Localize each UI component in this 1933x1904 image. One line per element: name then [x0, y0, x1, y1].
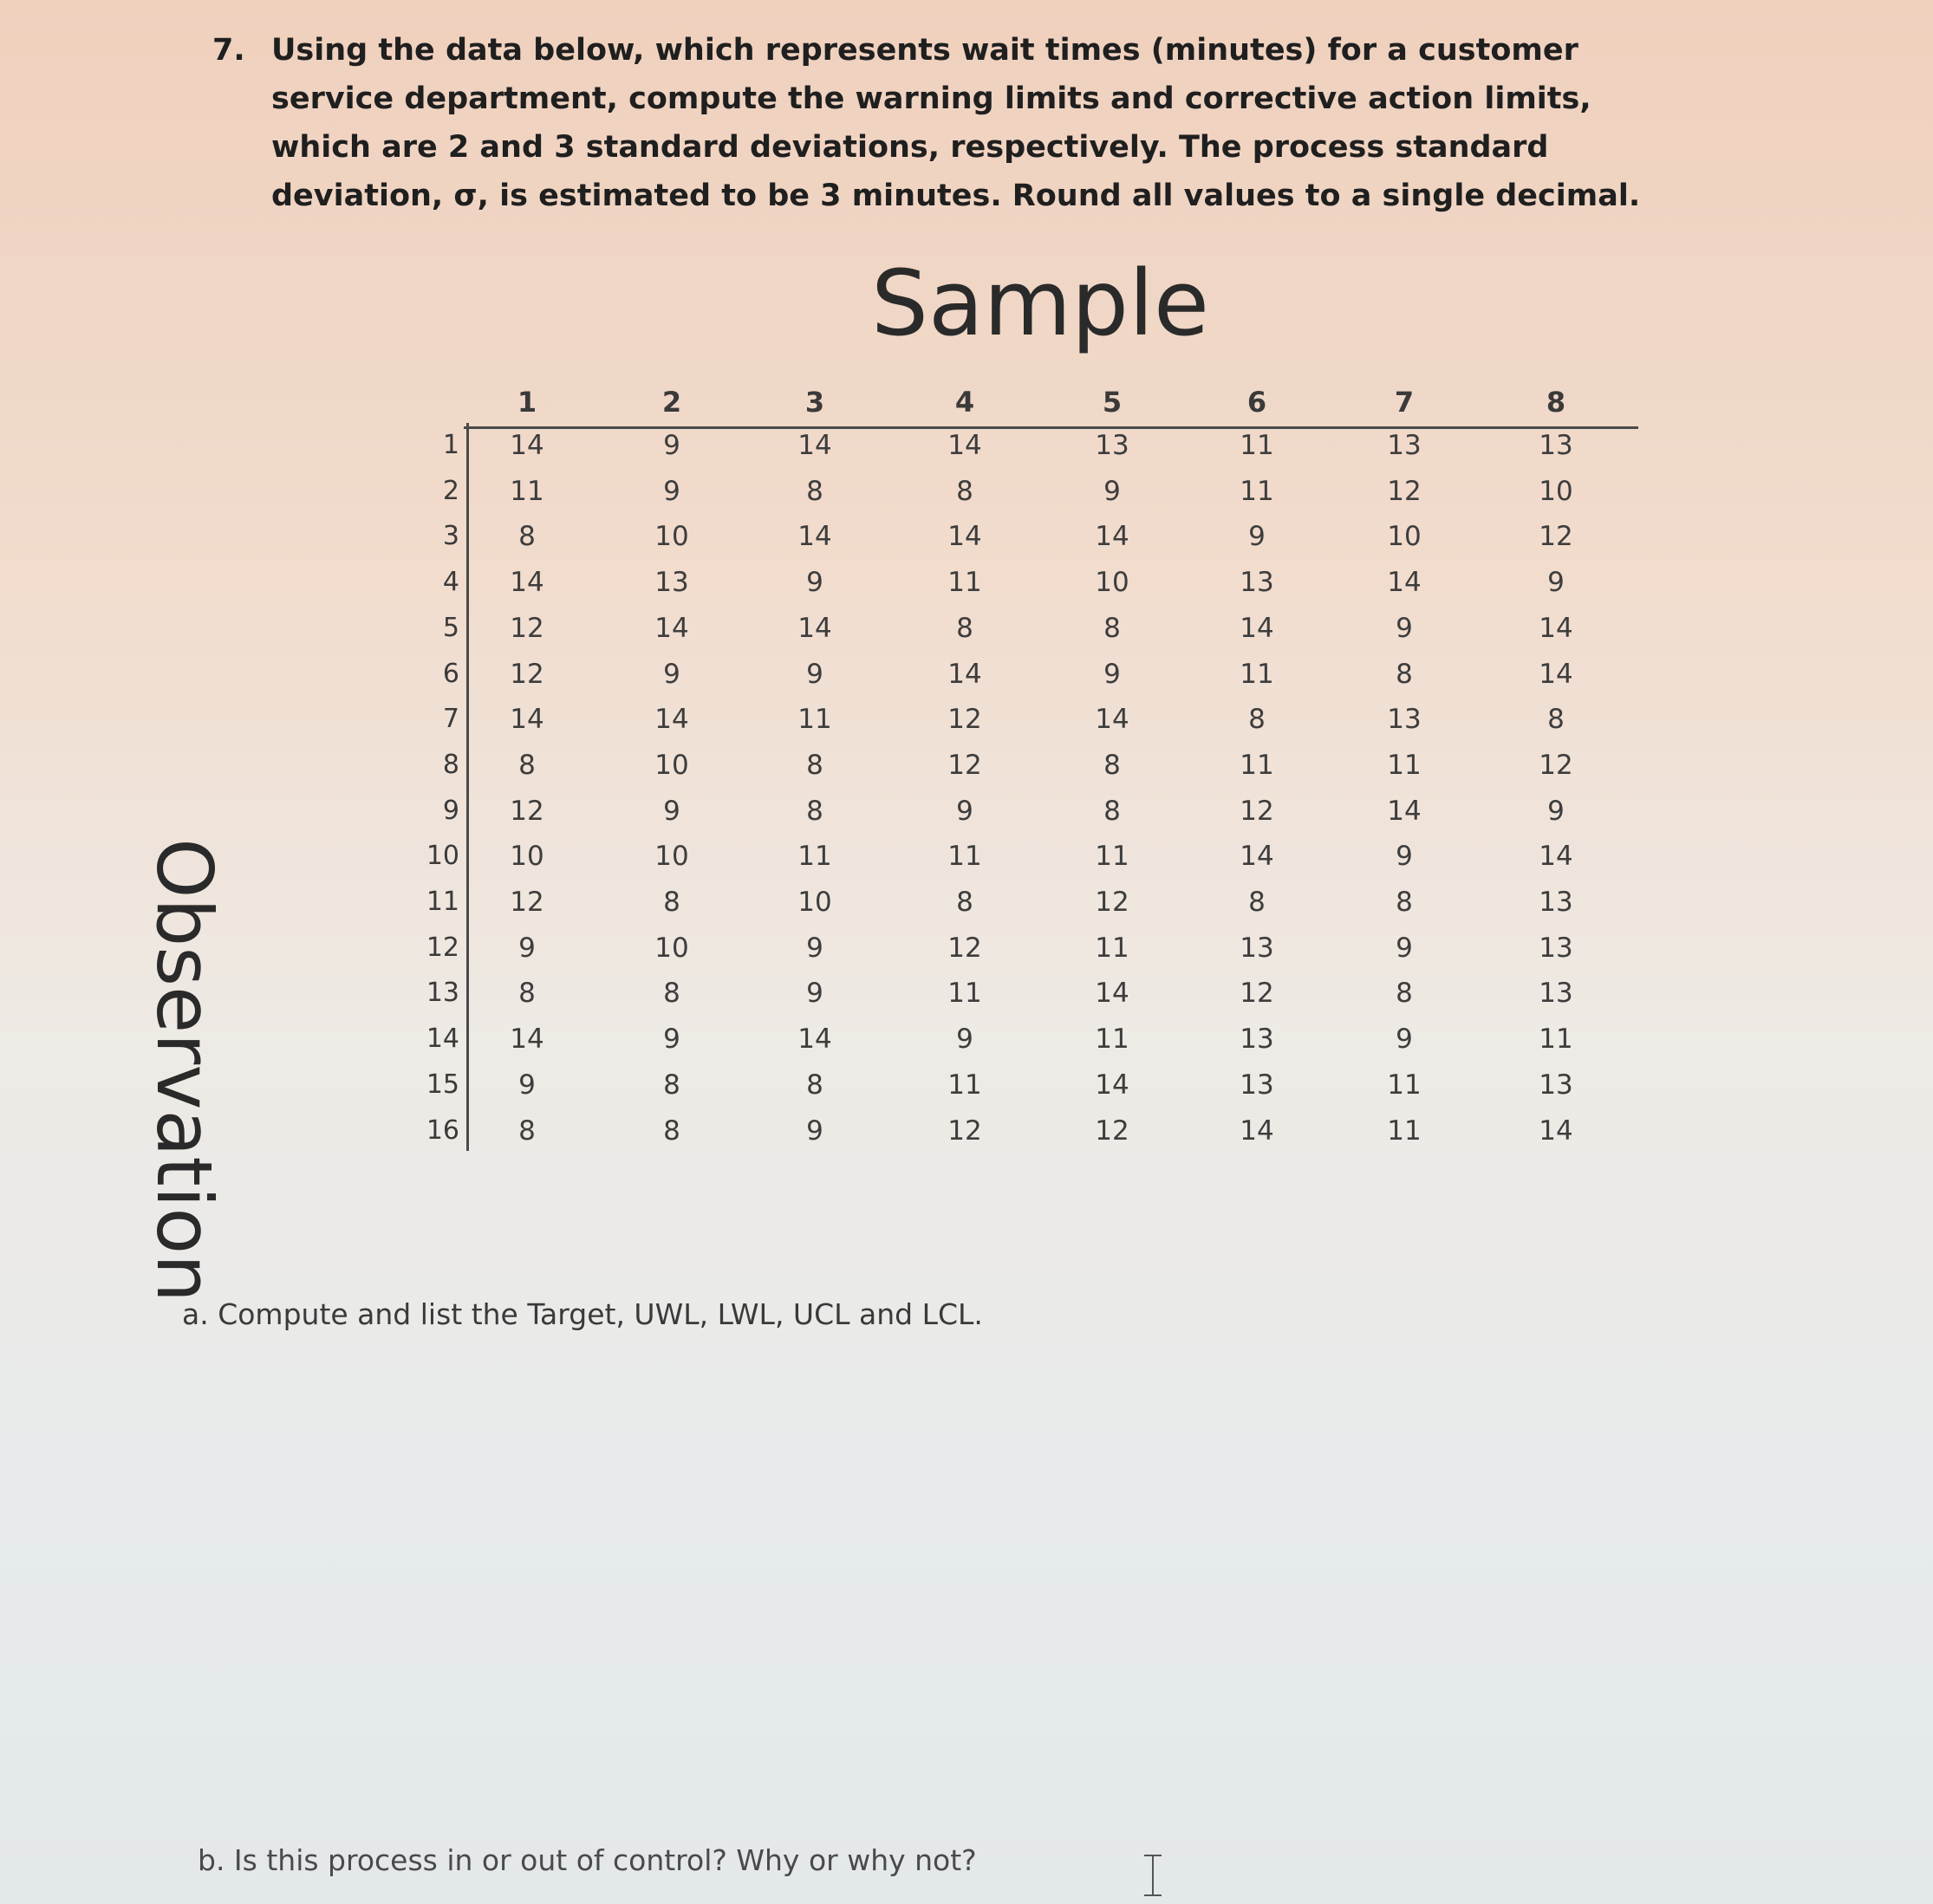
table-cell: 14 — [1240, 841, 1274, 873]
observation-number-8: 8 — [442, 749, 459, 780]
table-cell: 14 — [1387, 567, 1422, 599]
table-cell: 9 — [1396, 612, 1413, 644]
table-cell: 14 — [654, 704, 689, 736]
table-cell: 11 — [1240, 749, 1274, 781]
table-cell: 9 — [956, 795, 973, 827]
table-cell: 8 — [1396, 887, 1413, 918]
observation-number-4: 4 — [442, 567, 459, 598]
table-cell: 12 — [947, 932, 982, 964]
observation-number-13: 13 — [426, 978, 459, 1009]
table-cell: 14 — [1539, 612, 1573, 644]
table-cell: 12 — [1095, 887, 1129, 918]
table-cell: 14 — [1539, 1114, 1573, 1147]
table-cell: 14 — [1095, 978, 1129, 1010]
sample-header-5: 5 — [1102, 386, 1123, 419]
observation-number-11: 11 — [426, 887, 459, 917]
table-cell: 9 — [806, 567, 823, 599]
table-cell: 13 — [1240, 932, 1274, 964]
table-cell: 10 — [1539, 475, 1573, 507]
observation-number-7: 7 — [442, 704, 459, 735]
table-cell: 14 — [1095, 1069, 1129, 1101]
table-cell: 12 — [947, 704, 982, 736]
table-cell: 8 — [956, 887, 973, 918]
table-cell: 11 — [1387, 749, 1422, 781]
table-cell: 9 — [806, 658, 823, 690]
table-cell: 11 — [1539, 1023, 1573, 1056]
observation-number-16: 16 — [426, 1114, 459, 1146]
table-cell: 10 — [654, 521, 689, 553]
table-cell: 9 — [1396, 841, 1413, 873]
sample-header-1: 1 — [517, 386, 537, 419]
sample-header-8: 8 — [1546, 386, 1566, 419]
table-cell: 12 — [1387, 475, 1422, 507]
table-cell: 13 — [1539, 932, 1573, 964]
table-cell: 9 — [956, 1023, 973, 1056]
observation-number-6: 6 — [442, 658, 459, 689]
table-cell: 10 — [797, 887, 832, 918]
table-cell: 14 — [797, 1023, 832, 1056]
table-cell: 10 — [654, 932, 689, 964]
table-cell: 9 — [1103, 475, 1121, 507]
observation-number-15: 15 — [426, 1069, 459, 1100]
table-cell: 8 — [1103, 795, 1121, 827]
table-cell: 12 — [947, 1114, 982, 1147]
table-cell: 8 — [518, 749, 536, 781]
table-cell: 9 — [663, 430, 680, 461]
table-cell: 13 — [1539, 887, 1573, 918]
table-cell: 10 — [654, 841, 689, 873]
table-cell: 11 — [1240, 475, 1274, 507]
table-cell: 13 — [1240, 1069, 1274, 1101]
table-cell: 14 — [510, 430, 544, 461]
text-cursor-icon — [1142, 1853, 1163, 1898]
table-cell: 8 — [806, 1069, 823, 1101]
table-cell: 13 — [1095, 430, 1129, 461]
table-cell: 8 — [663, 887, 680, 918]
table-cell: 11 — [1095, 841, 1129, 873]
table-cell: 11 — [1387, 1069, 1422, 1101]
table-cell: 8 — [806, 475, 823, 507]
table-cell: 12 — [1539, 521, 1573, 553]
observation-number-3: 3 — [442, 521, 459, 552]
table-cell: 11 — [947, 841, 982, 873]
sample-header-2: 2 — [661, 386, 682, 419]
table-cell: 12 — [510, 887, 544, 918]
table-cell: 8 — [1547, 704, 1565, 736]
sample-header-row — [464, 381, 1638, 429]
part-a-prompt: a. Compute and list the Target, UWL, LWL, UCL and LCL. — [182, 1297, 983, 1331]
table-cell: 11 — [1095, 932, 1129, 964]
table-cell: 13 — [1539, 1069, 1573, 1101]
table-cell: 8 — [663, 1069, 680, 1101]
table-cell: 9 — [806, 1114, 823, 1147]
table-cell: 13 — [1240, 1023, 1274, 1056]
table-cell: 8 — [518, 1114, 536, 1147]
observation-number-1: 1 — [442, 430, 459, 460]
sample-header-4: 4 — [954, 386, 975, 419]
table-cell: 8 — [1103, 612, 1121, 644]
table-cell: 12 — [1539, 749, 1573, 781]
table-cell: 13 — [1387, 430, 1422, 461]
table-cell: 14 — [1095, 704, 1129, 736]
table-cell: 11 — [797, 704, 832, 736]
table-cell: 13 — [1240, 567, 1274, 599]
table-cell: 9 — [1396, 1023, 1413, 1056]
table-cell: 8 — [1248, 704, 1266, 736]
table-cell: 14 — [947, 521, 982, 553]
table-cell: 14 — [510, 704, 544, 736]
table-cell: 14 — [1539, 658, 1573, 690]
table-cell: 9 — [663, 658, 680, 690]
table-cell: 13 — [654, 567, 689, 599]
table-cell: 8 — [518, 978, 536, 1010]
sample-header-6: 6 — [1246, 386, 1267, 419]
table-cell: 9 — [518, 1069, 536, 1101]
table-cell: 12 — [1095, 1114, 1129, 1147]
table-cell: 14 — [1539, 841, 1573, 873]
table-cell: 13 — [1539, 430, 1573, 461]
table-cell: 12 — [1240, 978, 1274, 1010]
table-cell: 10 — [510, 841, 544, 873]
table-cell: 9 — [663, 795, 680, 827]
table-cell: 8 — [663, 978, 680, 1010]
table-cell: 11 — [947, 1069, 982, 1101]
question-number: 7. — [212, 33, 245, 68]
table-cell: 8 — [518, 521, 536, 553]
table-cell: 12 — [1240, 795, 1274, 827]
observation-number-12: 12 — [426, 932, 459, 963]
table-cell: 12 — [510, 795, 544, 827]
table-cell: 9 — [1248, 521, 1266, 553]
table-cell: 11 — [510, 475, 544, 507]
table-cell: 11 — [1240, 430, 1274, 461]
table-cell: 12 — [510, 612, 544, 644]
table-cell: 11 — [1095, 1023, 1129, 1056]
observation-number-14: 14 — [426, 1023, 459, 1055]
table-cell: 14 — [947, 658, 982, 690]
table-cell: 10 — [1095, 567, 1129, 599]
table-cell: 8 — [956, 612, 973, 644]
table-cell: 14 — [1095, 521, 1129, 553]
table-cell: 13 — [1387, 704, 1422, 736]
table-cell: 11 — [947, 567, 982, 599]
table-cell: 8 — [1103, 749, 1121, 781]
part-b-prompt: b. Is this process in or out of control? Why or why not? — [198, 1843, 977, 1877]
table-cell: 11 — [1240, 658, 1274, 690]
table-cell: 9 — [806, 978, 823, 1010]
sample-axis-title: Sample — [871, 250, 1209, 356]
table-cell: 8 — [806, 749, 823, 781]
table-cell: 13 — [1539, 978, 1573, 1010]
table-cell: 14 — [654, 612, 689, 644]
table-cell: 14 — [510, 1023, 544, 1056]
table-cell: 8 — [1396, 658, 1413, 690]
table-cell: 9 — [1547, 795, 1565, 827]
observation-axis-title: Observation — [140, 838, 229, 1303]
table-cell: 10 — [654, 749, 689, 781]
table-cell: 12 — [947, 749, 982, 781]
table-cell: 11 — [797, 841, 832, 873]
sample-header-3: 3 — [804, 386, 825, 419]
table-cell: 9 — [1547, 567, 1565, 599]
table-cell: 14 — [1387, 795, 1422, 827]
table-cell: 8 — [1248, 887, 1266, 918]
table-cell: 8 — [663, 1114, 680, 1147]
table-cell: 9 — [518, 932, 536, 964]
table-cell: 14 — [797, 521, 832, 553]
table-cell: 11 — [1387, 1114, 1422, 1147]
observation-number-5: 5 — [442, 612, 459, 643]
sample-header-7: 7 — [1394, 386, 1415, 419]
table-cell: 9 — [1396, 932, 1413, 964]
observation-number-2: 2 — [442, 475, 459, 506]
table-cell: 9 — [663, 1023, 680, 1056]
table-cell: 11 — [947, 978, 982, 1010]
table-cell: 10 — [1387, 521, 1422, 553]
table-cell: 8 — [806, 795, 823, 827]
table-cell: 14 — [797, 430, 832, 461]
table-cell: 12 — [510, 658, 544, 690]
table-cell: 9 — [806, 932, 823, 964]
table-cell: 8 — [1396, 978, 1413, 1010]
table-cell: 14 — [947, 430, 982, 461]
table-cell: 14 — [797, 612, 832, 644]
table-cell: 14 — [510, 567, 544, 599]
observation-number-9: 9 — [442, 795, 459, 826]
table-cell: 8 — [956, 475, 973, 507]
question-text: Using the data below, which represents wait times (minutes) for a customer service department, compute the warning limits and corrective action limits, which are 2 and 3 standard deviations, respectively. The process standard deviation, σ, is estimated to be 3 minutes. Round all values to a single decimal. — [271, 33, 1641, 213]
observation-number-10: 10 — [426, 841, 459, 872]
table-cell: 9 — [1103, 658, 1121, 690]
observation-number-column — [407, 423, 469, 1151]
table-cell: 14 — [1240, 1114, 1274, 1147]
table-cell: 9 — [663, 475, 680, 507]
table-cell: 14 — [1240, 612, 1274, 644]
